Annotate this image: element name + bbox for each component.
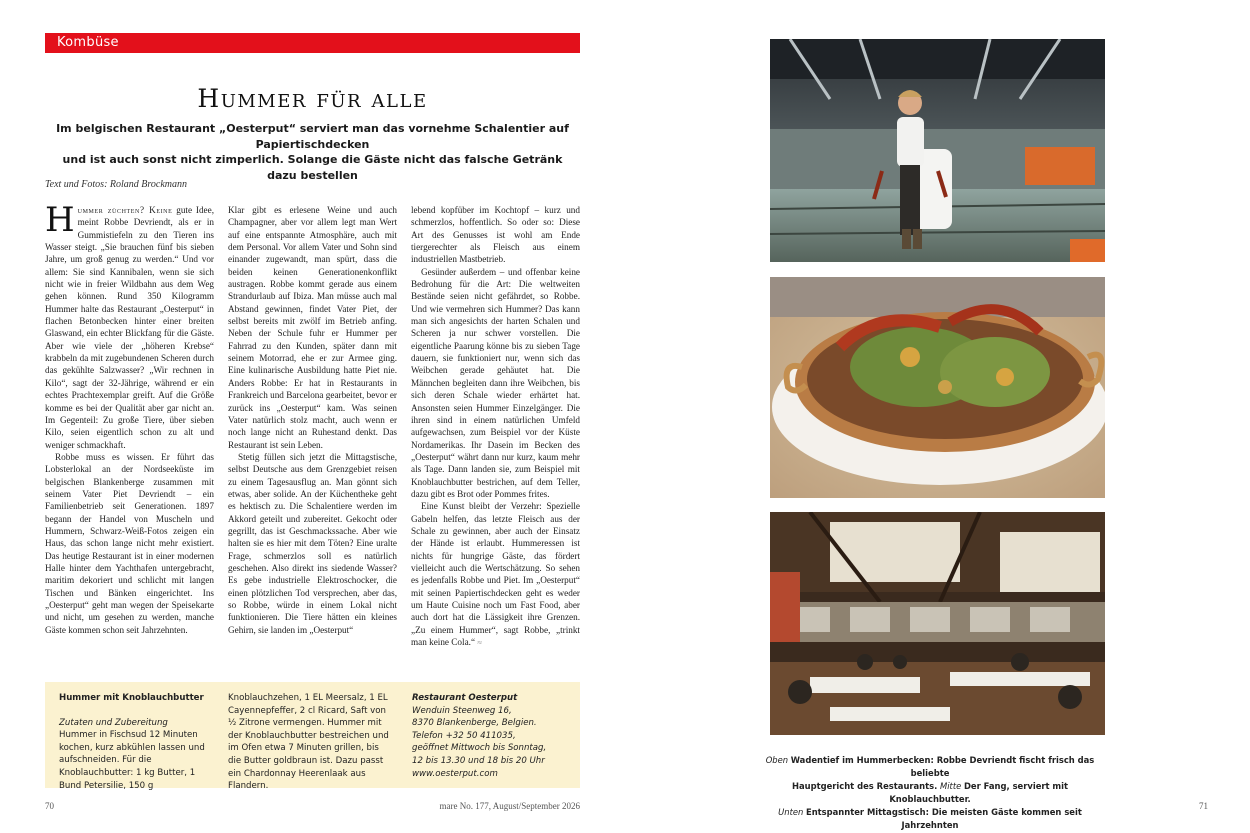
caption-middle (760, 780, 1100, 806)
byline: Text und Fotos: Roland Brockmann (45, 179, 188, 190)
recipe-text-1: Hummer in Fischsud 12 Minuten kochen, kurz abkühlen lassen und aufschneiden. Für die Knoblauchbutter: 1 kg Butter, 1 Bund Petersilie, 150 g (59, 730, 205, 791)
restaurant-website[interactable]: www.oesterput.com (412, 768, 498, 779)
restaurant-info (412, 692, 572, 780)
section-label: Kombüse (45, 33, 580, 53)
recipe-column-2 (228, 692, 390, 793)
article-title: Hummer für alle (197, 84, 428, 113)
photo-captions (760, 754, 1100, 832)
photo-restaurant-interior (770, 512, 1105, 735)
recipe-column-1 (59, 692, 217, 792)
caption-text-middle: Der Fang, serviert mit Knoblauchbutter. (889, 781, 1069, 804)
recipe-text-2: Knoblauchzehen, 1 EL Meersalz, 1 EL Cayennepfeffer, 2 cl Ricard, Saft von ½ Zitrone vermengen. Hummer mit der Knoblauchbutter bestreichen und im Ofen etwa 7 Minuten grillen, bis die Butter goldbraun ist. Dazu passt ein Chardonnay Heerenlaak aus Flandern. (228, 693, 389, 792)
text-column-3 (411, 204, 580, 649)
paragraph: Gesünder außerdem – und offenbar keine Bedrohung für die Art: Die weltweiten Bestände seien nicht gefährdet, so Robbe. Und wie vermehren sich Hummer? Das kann man sich angesichts der harten Schalen und Scheren ja nur schwer vorstellen. Die eigentliche Paarung könne bis zu sieben Tage dauern, sie funktioniert nur, wenn sich das Weibchen gerade gehäutet hat. Die Männchen begleiten dann ihre Weibchen, bis sich deren Schale wieder erhärtet hat. Ansonsten seien Hummer Einzelgänger. Die ihren sind in einem natürlichen Umfeld aufgewachsen, zum Beispiel vor der Küste Nordamerikas. Ihr Dasein im Becken des „Oesterput“ währt dann nur kurz, kaum mehr als Tage. Dann landen sie, zum Beispiel mit Knoblauchbutter bestrichen, auf dem Teller, dazu gibt es Brot oder Pommes frites. (411, 266, 580, 499)
magazine-issue: mare No. 177, August/September 2026 (439, 801, 580, 811)
right-page (625, 0, 1250, 833)
caption-text-top-cont: Hauptgericht des Restaurants. (791, 781, 938, 791)
recipe-subtitle: Zutaten und Zubereitung (59, 717, 168, 728)
photo-lobster-dish (770, 277, 1105, 498)
lead-line-2: und ist auch sonst nicht zimperlich. Solange die Gäste nicht das falsche Getränk dazu bestellen (62, 153, 563, 182)
caption-top (760, 754, 1100, 780)
paragraph-text: Eine Kunst bleibt der Verzehr: Spezielle Gabeln helfen, das letzte Fleisch aus der Schale zu gewinnen, aber auch der Einsatz der Hände ist erlaubt. Hummeressen ist nichts für hungrige Gäste, das fördert vielleicht auch die Wertschätzung. So sehen es jedenfalls Robbe und Piet. Im „Oesterput“ mit seinen Papiertischdecken geht es weder um Haute Cuisine noch um Fast Food, aber auch dort hat die Lässigkeit ihre Grenzen. „Zu einem Hummer“, sagt Robbe, „trinkt man keine Cola.“ (411, 501, 580, 648)
recipe-box (45, 682, 580, 792)
end-mark-icon: ≈ (477, 638, 482, 648)
paragraph: Stetig füllen sich jetzt die Mittagstische, selbst Deutsche aus dem Grenzgebiet reisen zu einem Tagesausflug an. Man gönnt sich etwas, aber solide. An der Küchentheke geht es hektisch zu. Die Schalentiere werden im Akkord geteilt und zubereitet. Gekocht oder gegrillt, das ist Geschmackssache. Aber wie halten sie es hier mit dem Töten? Eine uralte Frage, schmerzlos soll es natürlich geschehen. Also direkt ins siedende Wasser? Es gebe industrielle Elektroschocker, die einen plötzlichen Tod versprechen, aber das, so Robbe, würde in einem Lokal nicht funktionieren. Die Tiere hätten ein kleines Gehirn, sie landen im „Oesterput“ (228, 451, 397, 635)
restaurant-name: Restaurant Oesterput (412, 693, 518, 703)
article-lead (55, 121, 570, 183)
opening-words: ummer züchten? Keine (77, 205, 173, 215)
recipe-title: Hummer mit Knoblauchbutter (59, 693, 204, 703)
caption-bottom (760, 806, 1100, 832)
restaurant-hours: 12 bis 13.30 und 18 bis 20 Uhr (412, 755, 545, 766)
paragraph: Klar gibt es erlesene Weine und auch Champagner, aber vor allem legt man Wert auf eine entspannte Atmosphäre, auch mit dem Personal. Vor allem Vater und Sohn sind einander zugewandt, man spürt, dass die beiden keinen Generationenkonflikt austragen. Robbe kommt gerade aus einem Strandurlaub auf Ibiza. Man müsse auch mal Abstand gewinnen, findet Vater Piet, der selbst bereits mit zwölf im Betrieb anfing. Neben der Schule fuhr er Hummer per Fahrrad zu den Kunden, später dann mit seinem Motorrad, ehe er zur Armee ging. Eine kulinarische Ausbildung hatte Piet nie. Anders Robbe: Er hat in Restaurants in Frankreich und Barcelona gearbeitet, bevor er zurück ins „Oesterput“ kam. Was seinen Vater natürlich stolz macht, auch wenn er noch lange nicht an Ruhestand denkt. Das Restaurant ist sein Leben. (228, 205, 397, 450)
paragraph (45, 200, 214, 451)
paragraph: lebend kopfüber im Kochtopf – kurz und schmerzlos, hoffentlich. So oder so: Diese Art des Genusses ist wohl am Ende tiergerechter als Fleisch aus einem industriellen Mastbetrieb. (411, 205, 580, 265)
paragraph-text: gute Idee, meint Robbe Devriendt, als er in Gummistiefeln zu den Tieren ins Wasser steigt. „Sie brauchen fünf bis sieben Jahre, um groß genug zu werden.“ Und vor allem: Sie sind Kannibalen, wenn sie sich nicht wie in freier Wildbahn aus dem Weg gehen können. Rund 350 Kilogramm Hummer halte das Restaurant „Oesterput“ in flachen Betonbecken hinter einer breiten Glaswand, ein echter Blickfang für die Gäste. Aber wie viele der „höheren Krebse“ krabbeln da mit zugebundenen Scheren durch das gekühlte Salzwasser? „Wir rechnen in Kilo“, sagt der 32-Jährige, während er ein echtes Prachtexemplar greift. Auf die Größe komme es bei der Qualität aber gar nicht an. Im Gegenteil: Zu große Tiere, über sieben Kilo, seien eigentlich schon zu alt und weniger schmackhaft. (45, 205, 214, 450)
drop-cap: H (45, 200, 75, 240)
restaurant-days: geöffnet Mittwoch bis Sonntag, (412, 743, 547, 754)
photo-lobster-illustration (770, 277, 1105, 498)
lead-line-1: Im belgischen Restaurant „Oesterput“ serviert man das vornehme Schalentier auf Papiertischdecken (56, 122, 569, 151)
page-number-left: 70 (45, 801, 54, 811)
paragraph (411, 500, 580, 649)
paragraph: Robbe muss es wissen. Er führt das Lobsterlokal an der Nordseeküste im belgischen Blankenberge zusammen mit seinem Vater Piet Devriendt – ein Familienbetrieb seit Generationen. 1897 begann der Handel von Muscheln und Hummern, Schwarz-Weiß-Fotos zeigen ein Haus, das schon lange nicht mehr existiert. Das heutige Restaurant ist in einer modernen Halle hinter dem Yachthafen untergebracht, maritim dekoriert und schlicht mit langen Tischen und Bänken eingerichtet. Ins „Oesterput“ geht man wegen der Speisekarte und nicht, um gesehen zu werden, manche Gäste kommen schon seit Jahrzehnten. (45, 451, 214, 635)
restaurant-city: 8370 Blankenberge, Belgien. (412, 718, 537, 729)
text-column-1 (45, 200, 214, 636)
photo-chef-illustration (770, 39, 1105, 262)
photo-restaurant-illustration (770, 512, 1105, 735)
caption-label-top: Oben (765, 755, 789, 765)
caption-label-middle: Mitte (940, 781, 962, 791)
caption-label-bottom: Unten (778, 807, 804, 817)
photo-chef-in-tank (770, 39, 1105, 262)
restaurant-phone: Telefon +32 50 411035, (412, 730, 516, 741)
page-number-right: 71 (1199, 801, 1208, 811)
caption-text-top: Wadentief im Hummerbecken: Robbe Devriendt fischt frisch das beliebte (790, 755, 1095, 778)
text-column-2 (228, 204, 397, 636)
restaurant-address: Wenduin Steenweg 16, (412, 705, 512, 716)
caption-text-bottom: Entspannter Mittagstisch: Die meisten Gäste kommen seit Jahrzehnten (805, 807, 1082, 830)
